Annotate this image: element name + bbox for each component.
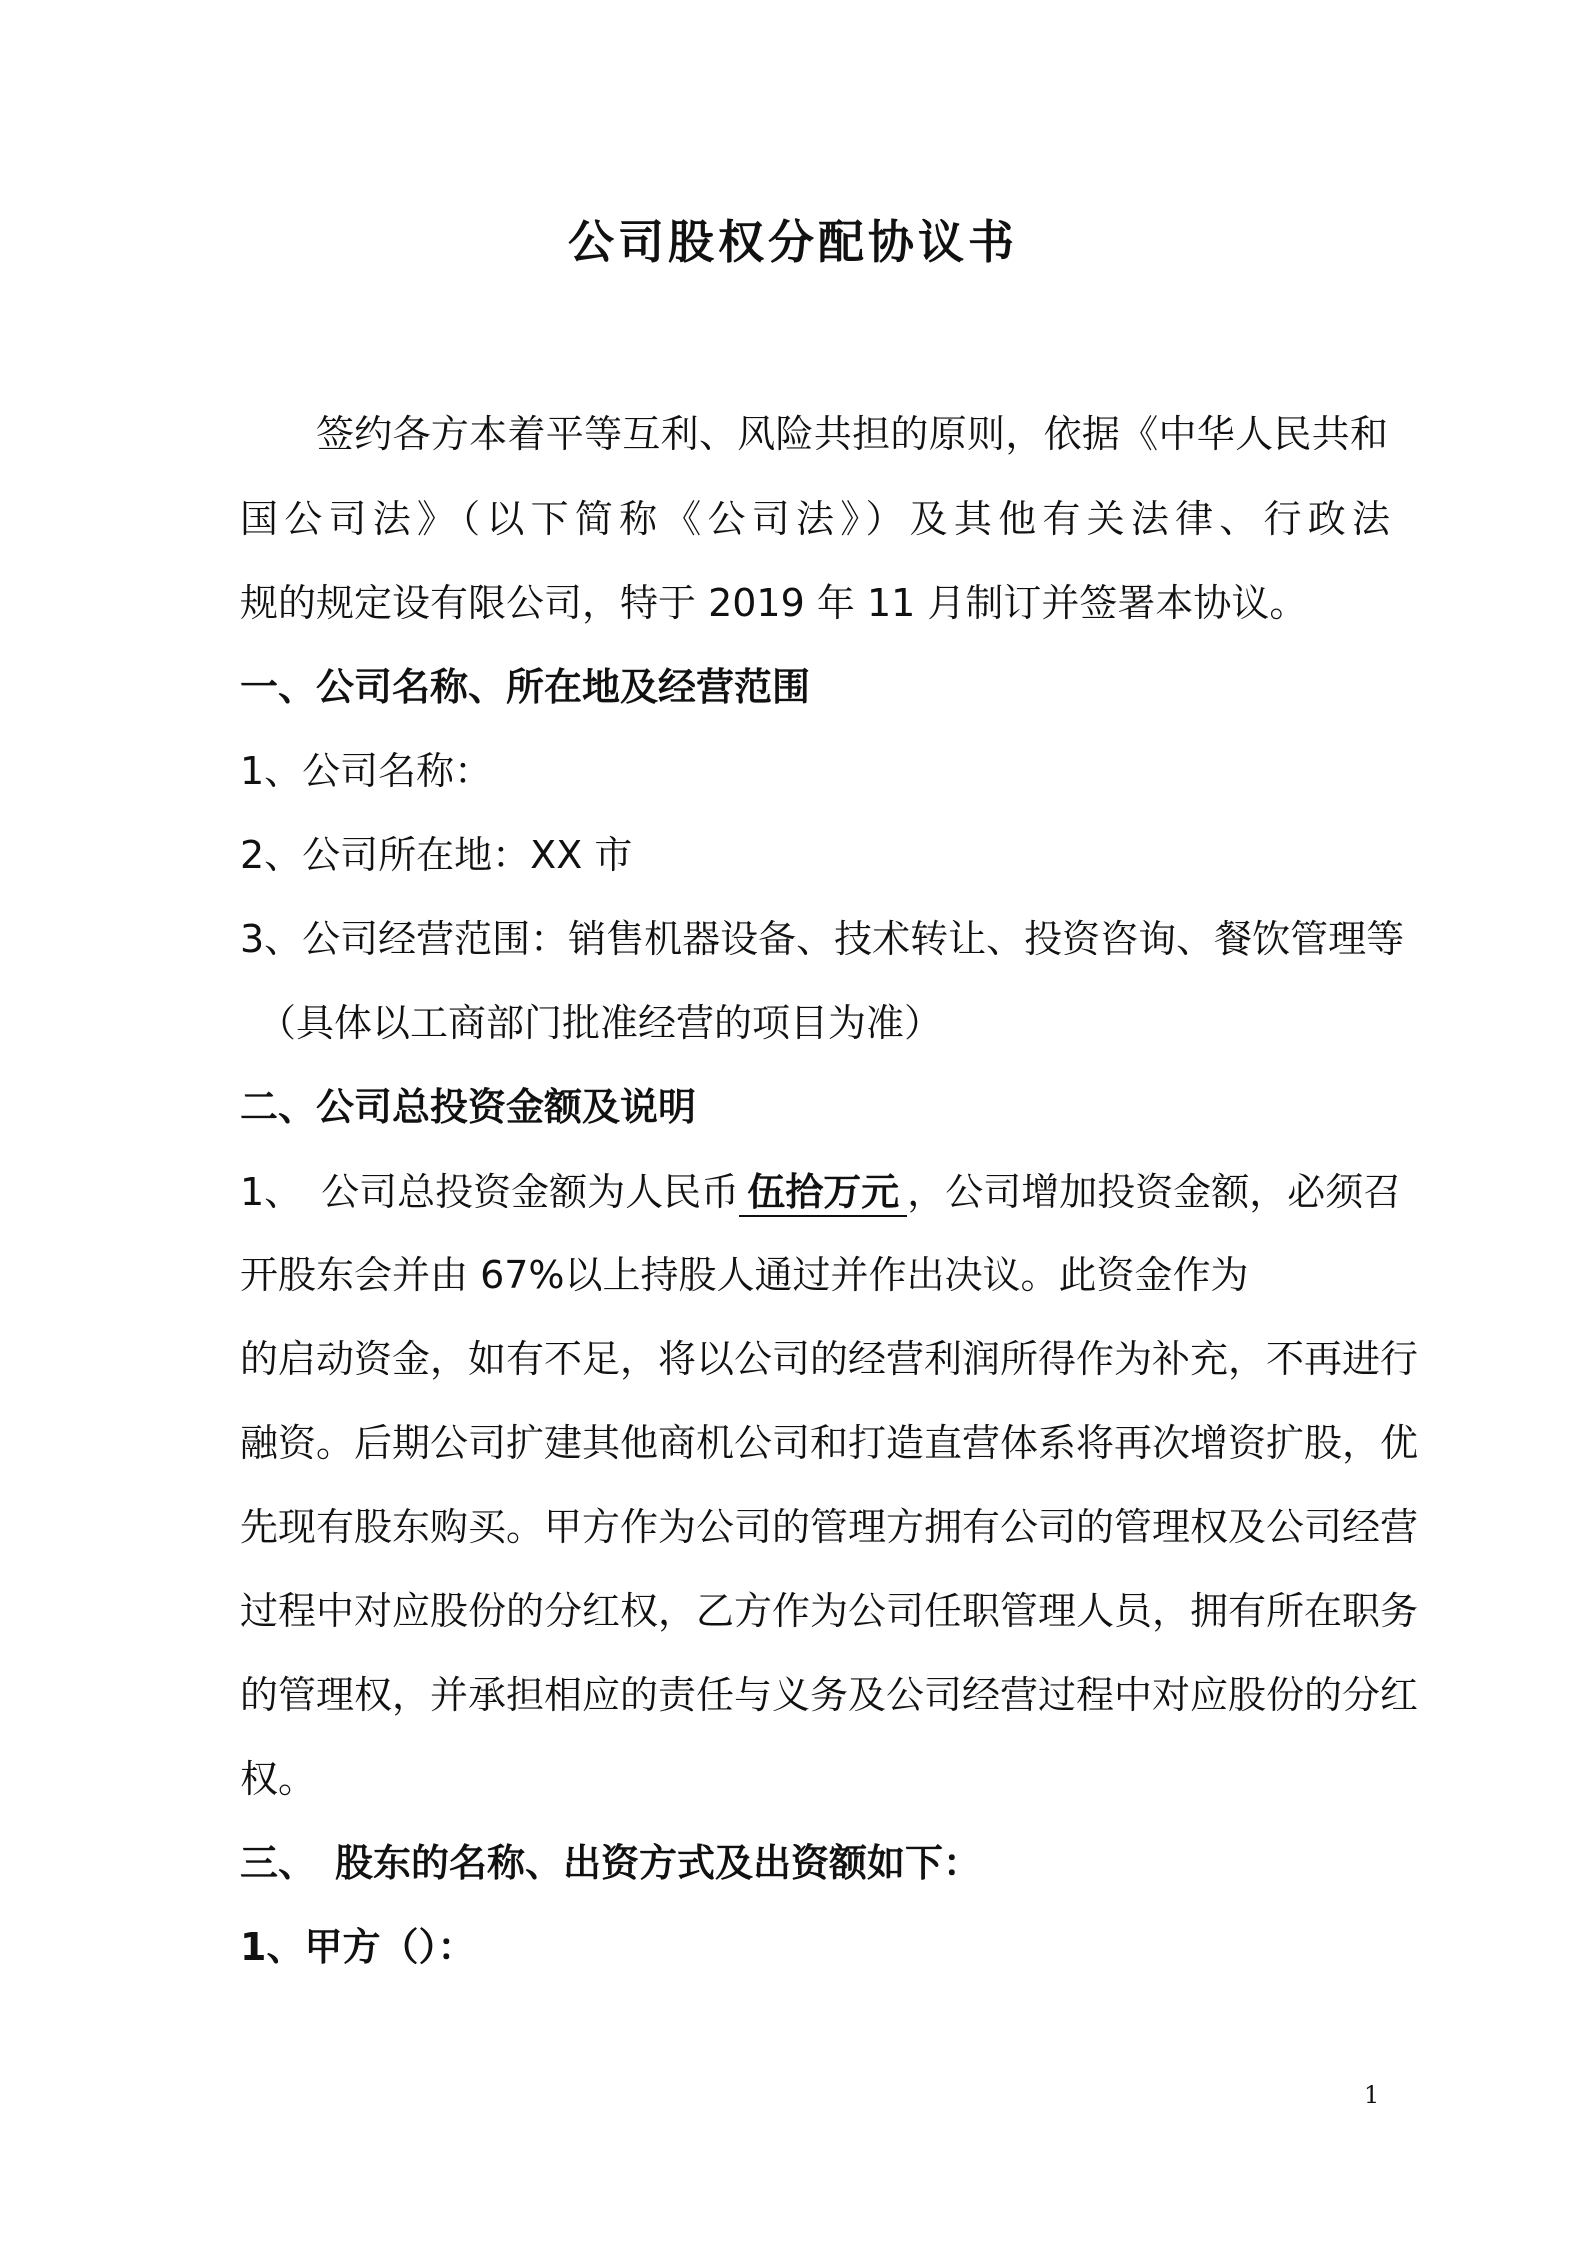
page-number: 1 [1364, 2081, 1380, 2109]
investment-body-line-1: 开股东会并由 67%以上持股人通过并作出决议。此资金作为 [240, 1253, 1249, 1297]
business-scope-line-2: （具体以工商部门批准经营的项目为准） [258, 1001, 943, 1045]
investment-body-line-4: 先现有股东购买。甲方作为公司的管理方拥有公司的管理权及公司经营 [240, 1505, 1419, 1549]
investment-amount-value: 伍拾万元 [739, 1169, 907, 1217]
business-scope-line-1: 3、公司经营范围：销售机器设备、技术转让、投资咨询、餐饮管理等 [240, 917, 1405, 961]
company-location-item: 2、公司所在地：XX 市 [240, 833, 633, 877]
investment-body-line-7: 权。 [240, 1757, 317, 1801]
investment-body-line-5: 过程中对应股份的分红权，乙方作为公司任职管理人员，拥有所在职务 [240, 1589, 1419, 1633]
intro-line-3: 规的规定设有限公司，特于 2019 年 11 月制订并签署本协议。 [240, 581, 1308, 625]
investment-body-line-2: 的启动资金，如有不足，将以公司的经营利润所得作为补充，不再进行 [240, 1337, 1419, 1381]
section-1-heading: 一、公司名称、所在地及经营范围 [240, 665, 811, 709]
intro-line-2: 国公司法》（以下简称《公司法》）及其他有关法律、行政法 [240, 497, 1390, 541]
investment-amount-prefix: 1、 公司总投资金额为人民币 [240, 1170, 740, 1214]
investment-amount-suffix: ，公司增加投资金额，必须召 [907, 1170, 1402, 1214]
company-name-item: 1、公司名称： [240, 749, 493, 793]
section-3-heading: 三、 股东的名称、出资方式及出资额如下： [240, 1841, 982, 1885]
section-2-heading: 二、公司总投资金额及说明 [240, 1085, 697, 1129]
investment-body-line-3: 融资。后期公司扩建其他商机公司和打造直营体系将再次增资扩股，优 [240, 1421, 1419, 1465]
party-a-item: 1、甲方（）： [240, 1925, 476, 1969]
investment-amount-line [240, 1166, 1402, 1218]
investment-body-line-6: 的管理权，并承担相应的责任与义务及公司经营过程中对应股份的分红 [240, 1673, 1419, 1717]
document-title: 公司股权分配协议书 [568, 215, 1018, 269]
intro-line-1: 签约各方本着平等互利、风险共担的原则，依据《中华人民共和 [316, 412, 1388, 456]
